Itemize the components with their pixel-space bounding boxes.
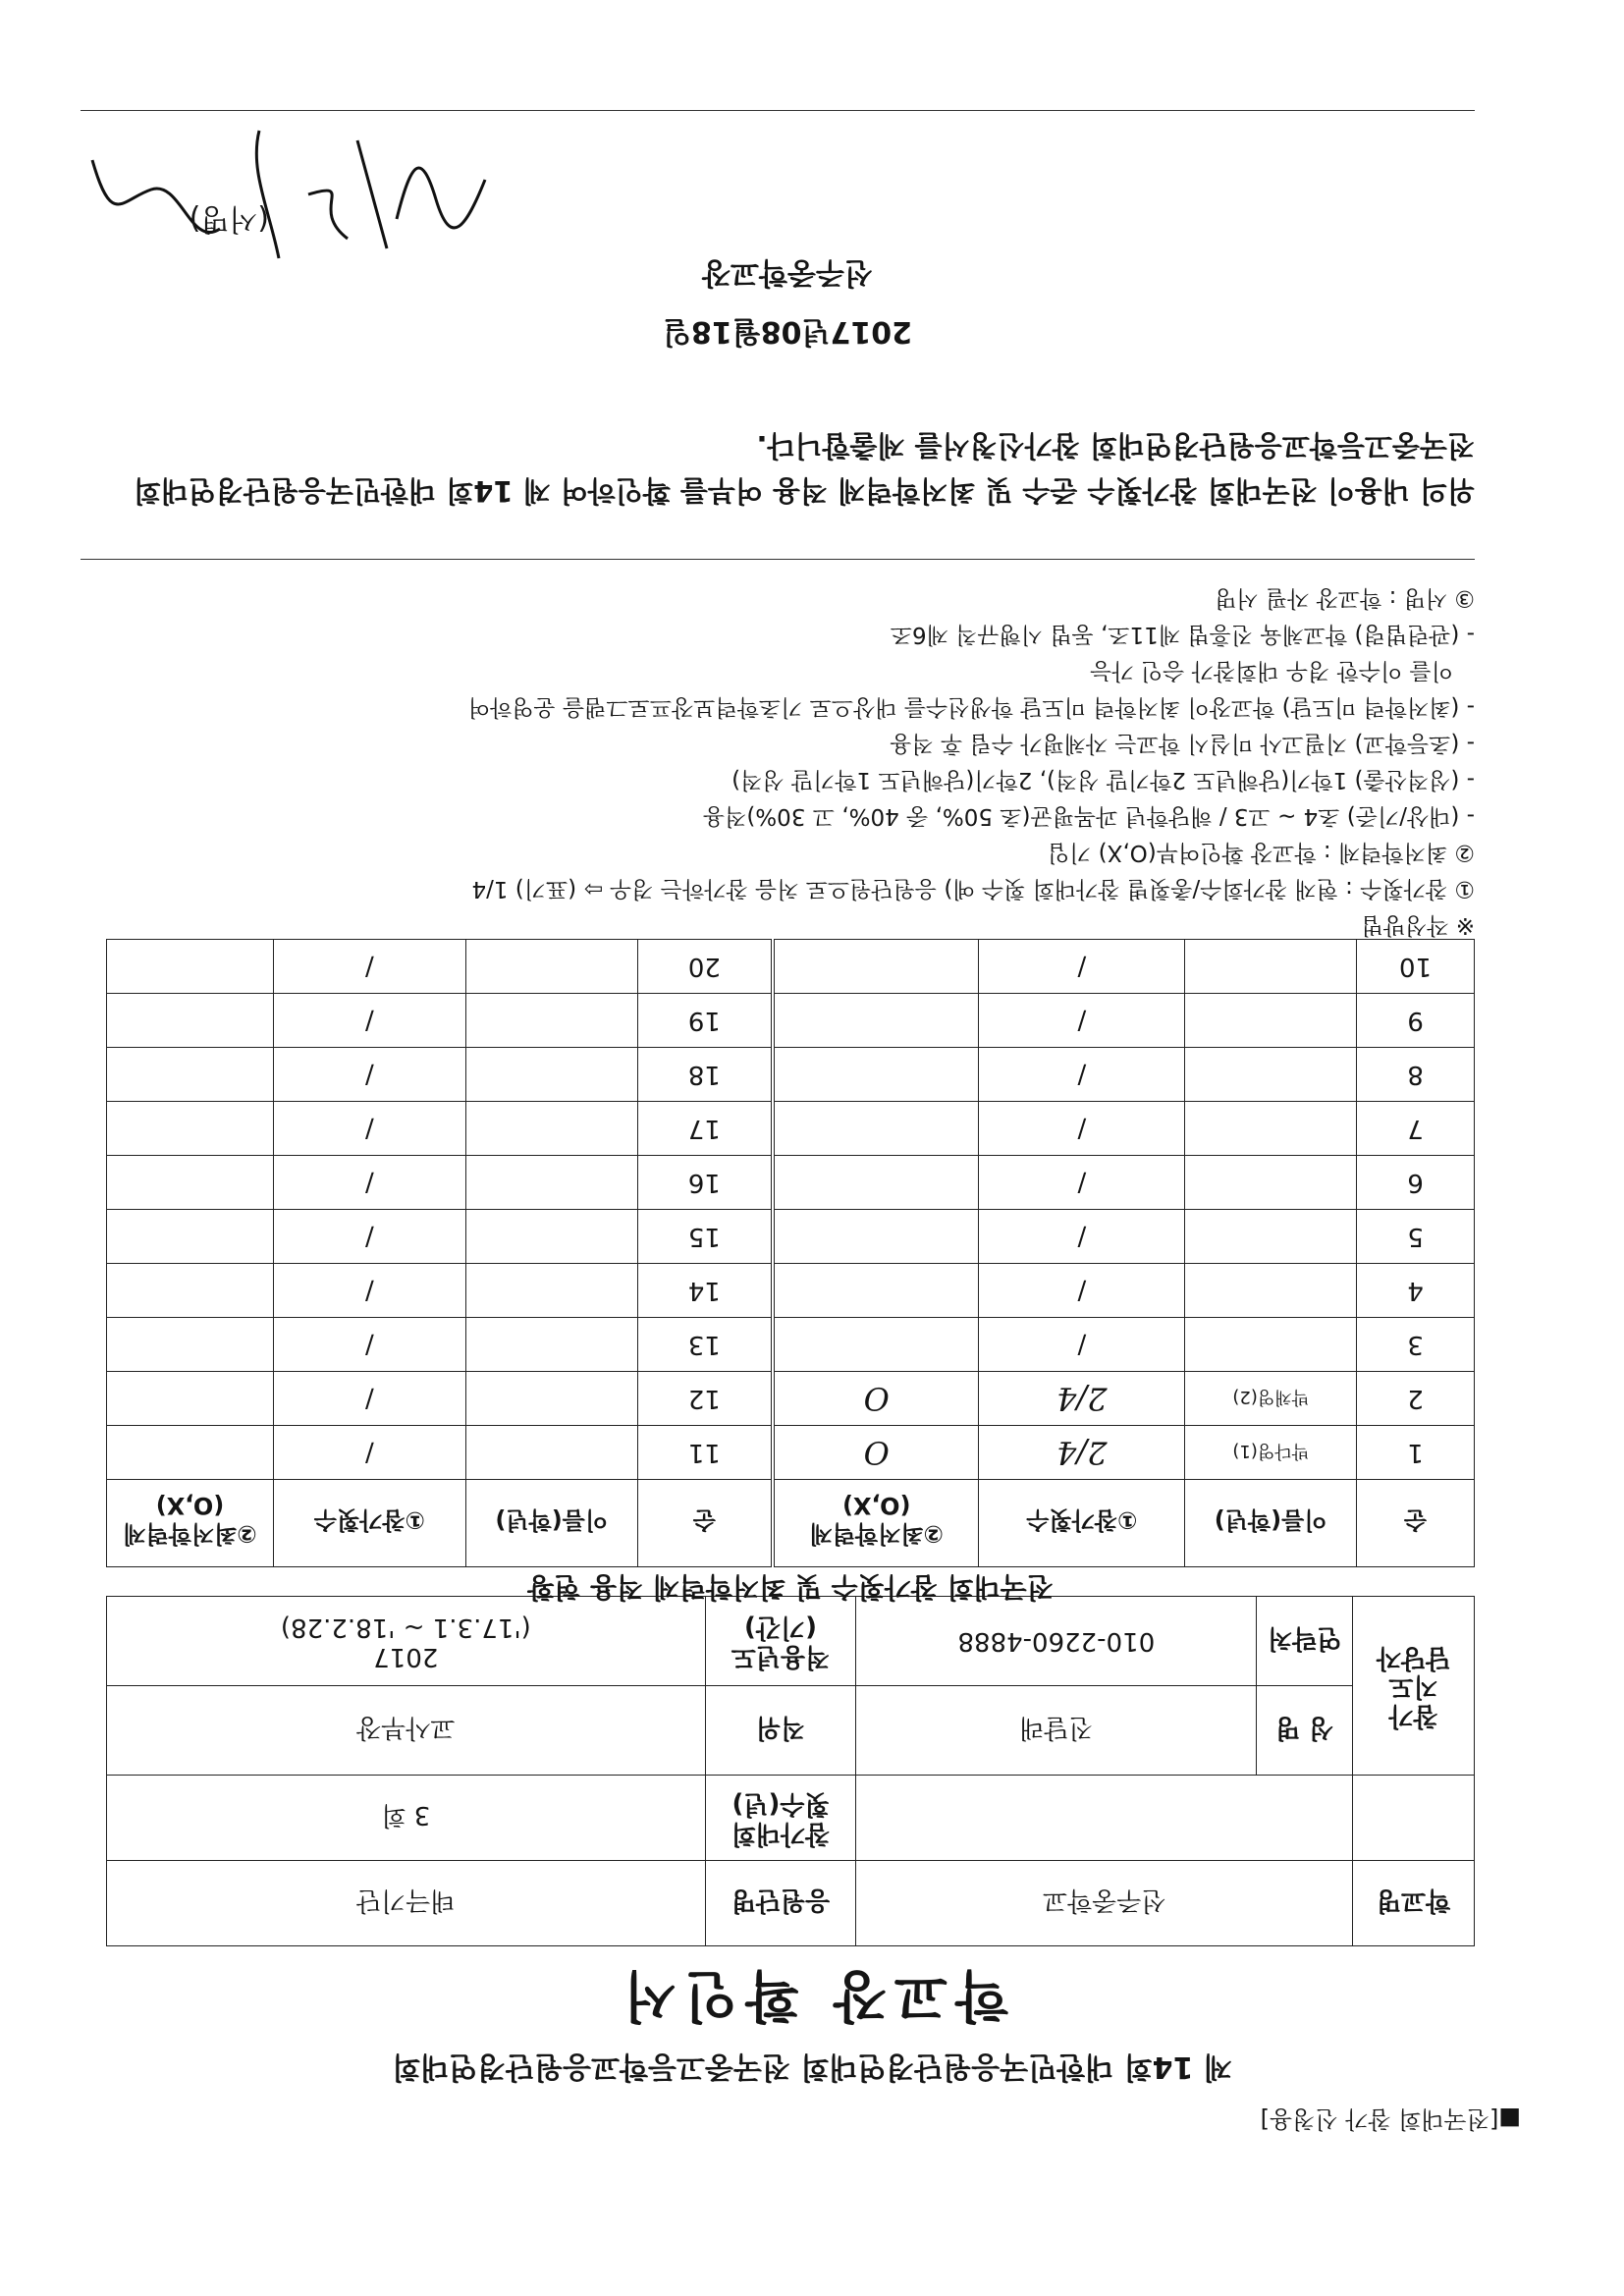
count-value: 3 회 (107, 1776, 706, 1861)
note-line: ③ 서명 : 학교장 자필 서명 (1215, 585, 1475, 611)
cell-name (465, 1210, 637, 1264)
cell: 7 (1357, 1102, 1475, 1156)
cell-academic (773, 1210, 979, 1264)
cell-academic (107, 1372, 274, 1426)
table-row (107, 1048, 1475, 1102)
cell-count: / (979, 940, 1185, 994)
position-label: 직위 (705, 1686, 856, 1776)
cell-count: / (979, 1210, 1185, 1264)
team-label: 응원단명 (705, 1861, 856, 1946)
cell-count: / (979, 1102, 1185, 1156)
cell-count: / (273, 940, 465, 994)
cell: 19 (637, 994, 773, 1048)
cell: 10 (1357, 940, 1475, 994)
cell-academic: O (773, 1372, 979, 1426)
school-info-table (106, 1596, 1475, 1946)
cell-name (465, 940, 637, 994)
divider (81, 559, 1475, 560)
header-name-1: 이름(학년) (1185, 1480, 1357, 1567)
note-line: 이를 이수한 경우 대회참가 승인 가능 (1090, 658, 1453, 683)
cell-name (1185, 1048, 1357, 1102)
table-row (107, 1156, 1475, 1210)
cell-academic (773, 1048, 979, 1102)
cell: 6 (1357, 1156, 1475, 1210)
cell-count: / (273, 1210, 465, 1264)
period-label: 적용년도 (기간) (705, 1597, 856, 1686)
header-count-1: ①참가횟수 (979, 1480, 1185, 1567)
cell-name (465, 1156, 637, 1210)
period-value: 2017 ('17.3.1 ~ '18.2.28) (107, 1597, 706, 1686)
school-label: 학교명 (1353, 1861, 1475, 1946)
cell-count: / (273, 1426, 465, 1480)
cell: 15 (637, 1210, 773, 1264)
table-row (107, 994, 1475, 1048)
table-row (107, 1264, 1475, 1318)
header-name-2: 이름(학년) (465, 1480, 637, 1567)
header-no-1: 순 (1357, 1480, 1475, 1567)
note-line: - (최저학력 미도달) 학교장이 최저학력 미도달 학생선수를 대상으로 기초학력보장프로그램을 운영하여 (467, 694, 1475, 720)
cell: 2 (1357, 1372, 1475, 1426)
table-row (107, 1372, 1475, 1426)
cell-count: / (979, 1264, 1185, 1318)
cell-academic (107, 1318, 274, 1372)
cell-count: / (273, 1264, 465, 1318)
cell-count: / (273, 1156, 465, 1210)
contact-value: 010-2260-4888 (856, 1597, 1257, 1686)
cell-name (465, 1318, 637, 1372)
cell-academic (773, 994, 979, 1048)
divider (81, 110, 1475, 111)
note-line: ② 최저학력제 : 학교장 확인여부(O,X) 기입 (1047, 840, 1475, 865)
form-tag: ■[전국대회 참가 신청용] (1260, 2105, 1521, 2133)
cell-name (465, 1264, 637, 1318)
cell-count: / (979, 1318, 1185, 1372)
cell-name (1185, 1156, 1357, 1210)
table-row (107, 1102, 1475, 1156)
cell: 5 (1357, 1210, 1475, 1264)
cell-academic (107, 940, 274, 994)
table-caption: 전국대회 참가횟수 및 최저학력제 적용 현황 (527, 1571, 1054, 1604)
cell: 4 (1357, 1264, 1475, 1318)
cell: 8 (1357, 1048, 1475, 1102)
cell: 14 (637, 1264, 773, 1318)
table-header-row (107, 1480, 1475, 1567)
cell-name (1185, 1318, 1357, 1372)
team-value: 태극기단 (107, 1861, 706, 1946)
cell: 11 (637, 1426, 773, 1480)
cell-count: / (273, 1048, 465, 1102)
principal-signature (82, 121, 505, 288)
name-label: 성 명 (1257, 1686, 1353, 1776)
leader-label: 참가 지도 담당자 (1353, 1597, 1475, 1776)
signature-mark: (서명) (189, 201, 269, 236)
cheerleader-table (106, 939, 1475, 1567)
position-value: 교사부장 (107, 1686, 706, 1776)
note-line: ※ 작성방법 (1361, 912, 1475, 938)
cell-count: / (979, 1048, 1185, 1102)
cell-count: / (273, 1318, 465, 1372)
form-subtitle: 제 14회 대한민국응원단경연대회 전국중고등학교응원단경연대회 (392, 2050, 1232, 2084)
note-line: ① 참가횟수 : 현재 참가회수/총횟별 참가대회 횟수 예) 응원단원으로 처음 참가하는 경우 ⇨ (표기) 1/4 (471, 876, 1475, 902)
note-line: - (대상/기준) 초4 ~ 고3 / 해당학년 과목평균(초 50%, 중 40%, 고 30%)적용 (702, 803, 1475, 829)
cell-count: / (273, 1372, 465, 1426)
contact-label: 연락처 (1257, 1597, 1353, 1686)
cell-count: / (979, 1156, 1185, 1210)
cell-name (1185, 1264, 1357, 1318)
cell: 1 (1357, 1426, 1475, 1480)
header-academic-1: ②최저학력제 (O,X) (773, 1480, 979, 1567)
header-no-2: 순 (637, 1480, 773, 1567)
cell-name (465, 994, 637, 1048)
cell-academic (773, 1264, 979, 1318)
note-line: - (초등학교) 지필고사 미실시 학교는 자체평가 수립 후 적용 (890, 731, 1475, 756)
cell: 16 (637, 1156, 773, 1210)
cell-academic (773, 1102, 979, 1156)
cell-academic (107, 1264, 274, 1318)
cell: 12 (637, 1372, 773, 1426)
cell-academic (773, 940, 979, 994)
cell-academic (107, 1210, 274, 1264)
header-academic-2: ②최저학력제 (O,X) (107, 1480, 274, 1567)
note-line: - (관련법령) 학교체육 진흥법 제11조, 동법 시행규칙 제6조 (890, 622, 1475, 647)
instructions (106, 579, 1475, 943)
cell-academic (107, 994, 274, 1048)
cell-name (465, 1048, 637, 1102)
cell-count: / (979, 994, 1185, 1048)
cell-academic (107, 1048, 274, 1102)
cell-name (1185, 1102, 1357, 1156)
cell-count: 2/4 (979, 1426, 1185, 1480)
cell-name (1185, 940, 1357, 994)
cell-academic (107, 1102, 274, 1156)
issuing-school: 선주중학교장 (702, 255, 873, 290)
cell: 20 (637, 940, 773, 994)
school-label-spacer (1353, 1776, 1475, 1861)
cell-count: / (273, 1102, 465, 1156)
cell-count: 2/4 (979, 1372, 1185, 1426)
cell: 9 (1357, 994, 1475, 1048)
issue-date: 2017년08월18일 (663, 314, 912, 349)
name-value: 진달래 (856, 1686, 1257, 1776)
cell-name (465, 1372, 637, 1426)
table-row (107, 940, 1475, 994)
count-label: 참가대회 횟수(년) (705, 1776, 856, 1861)
school-value-spacer (856, 1776, 1353, 1861)
cell-academic (773, 1318, 979, 1372)
cell-name (465, 1102, 637, 1156)
confirmation-statement: 위의 내용이 전국대회 참가횟수 준수 및 최저학력제 적용 여부를 확인하여 제 14회 대한민국응원단경연대회 전국중고등학교응원단경연대회 참가신청서를 제출합니다. (133, 429, 1475, 508)
table-row (107, 1210, 1475, 1264)
cell-name: 박다영(1) (1185, 1426, 1357, 1480)
cell: 13 (637, 1318, 773, 1372)
cell-academic (773, 1156, 979, 1210)
school-value: 선주중학교 (856, 1861, 1353, 1946)
header-count-2: ①참가횟수 (273, 1480, 465, 1567)
cell-name (1185, 1210, 1357, 1264)
cell-count: / (273, 994, 465, 1048)
cell: 3 (1357, 1318, 1475, 1372)
cell-name (1185, 994, 1357, 1048)
cell-academic (107, 1156, 274, 1210)
note-line: - (성적산출) 1학기(당해년도 2학기말 성적), 2학기(당해년도 1학기말 성적) (731, 767, 1475, 793)
cell: 17 (637, 1102, 773, 1156)
cell-academic (107, 1426, 274, 1480)
cell-name: 박채영(2) (1185, 1372, 1357, 1426)
cell-academic: O (773, 1426, 979, 1480)
table-row (107, 1426, 1475, 1480)
cell: 18 (637, 1048, 773, 1102)
form-title: 학교장 확인서 (615, 1963, 1009, 2027)
cell-name (465, 1426, 637, 1480)
table-row (107, 1318, 1475, 1372)
